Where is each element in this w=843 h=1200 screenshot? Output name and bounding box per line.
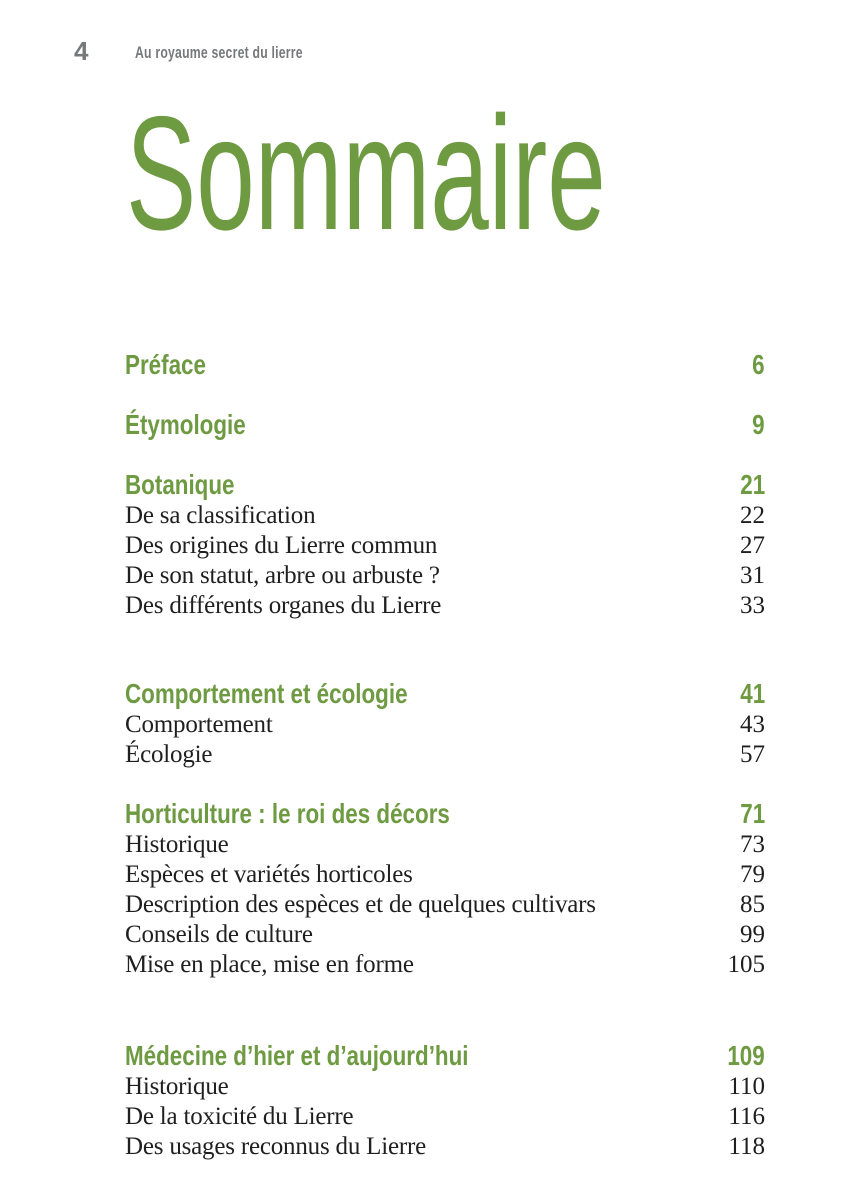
toc-section-heading[interactable] [125,1040,765,1072]
toc-entry[interactable] [125,1102,765,1132]
toc-section-title: Botanique [125,469,235,500]
toc-entry-page-number: 85 [740,891,765,918]
toc-entry-page-number: 43 [740,711,765,738]
toc-section [125,1040,765,1162]
toc-section-title: Médecine d’hier et d’aujourd’hui [125,1040,469,1071]
toc-entry[interactable] [125,1072,765,1102]
toc-entry[interactable] [125,740,765,770]
toc-entry-page-number: 116 [728,1103,765,1130]
toc-section-heading[interactable] [125,469,765,501]
toc-entry-page-number: 79 [740,861,765,888]
toc-entry[interactable] [125,561,765,591]
toc-entry-title: Des origines du Lierre commun [125,532,438,559]
toc-section-page-number: 9 [752,409,765,440]
toc-entry-page-number: 73 [740,831,765,858]
toc-entry-page-number: 27 [740,532,765,559]
toc-entry-title: Mise en place, mise en forme [125,951,414,978]
toc-entry[interactable] [125,710,765,740]
toc-section-items [125,1072,765,1162]
toc-section-title: Comportement et écologie [125,678,408,709]
toc-entry[interactable] [125,890,765,920]
toc-section-page-number: 109 [727,1040,765,1071]
toc-entry-title: Comportement [125,711,273,738]
toc-section-items [125,830,765,980]
toc-entry-title: De sa classification [125,502,316,529]
toc-section-page-number: 71 [740,798,765,829]
toc-entry[interactable] [125,950,765,980]
toc-entry-page-number: 33 [740,592,765,619]
toc-entry[interactable] [125,591,765,621]
toc-section-heading[interactable] [125,798,765,830]
table-of-contents [125,349,765,1162]
toc-entry[interactable] [125,531,765,561]
toc-entry-page-number: 99 [740,921,765,948]
toc-entry-title: Description des espèces et de quelques cultivars [125,891,596,918]
toc-section-title: Préface [125,349,206,380]
toc-section [125,349,765,381]
toc-section-items [125,501,765,621]
toc-section-title: Étymologie [125,409,246,440]
toc-entry-page-number: 57 [740,741,765,768]
toc-section [125,409,765,441]
toc-entry-page-number: 31 [740,562,765,589]
toc-section-heading[interactable] [125,678,765,710]
toc-section-title: Horticulture : le roi des décors [125,798,450,829]
running-title: Au royaume secret du lierre [135,43,303,62]
toc-entry[interactable] [125,1132,765,1162]
toc-section-items [125,710,765,770]
toc-entry-title: Historique [125,1073,229,1100]
page-title: Sommaire [126,83,606,264]
toc-section-page-number: 21 [740,469,765,500]
toc-entry-title: Historique [125,831,229,858]
running-header [0,0,843,80]
toc-entry-title: Des différents organes du Lierre [125,592,442,619]
toc-section-heading[interactable] [125,349,765,381]
toc-entry[interactable] [125,830,765,860]
toc-entry-title: Écologie [125,741,213,768]
toc-section-page-number: 6 [752,349,765,380]
toc-entry-page-number: 118 [728,1133,765,1160]
page-number: 4 [74,36,89,66]
toc-entry[interactable] [125,920,765,950]
toc-section [125,469,765,621]
toc-entry[interactable] [125,501,765,531]
toc-section [125,798,765,980]
toc-section-page-number: 41 [740,678,765,709]
toc-section [125,678,765,770]
toc-entry-title: De son statut, arbre ou arbuste ? [125,562,440,589]
toc-entry-page-number: 110 [728,1073,765,1100]
toc-entry[interactable] [125,860,765,890]
toc-entry-title: Des usages reconnus du Lierre [125,1133,427,1160]
toc-entry-page-number: 22 [740,502,765,529]
toc-entry-page-number: 105 [727,951,765,978]
toc-entry-title: De la toxicité du Lierre [125,1103,354,1130]
toc-entry-title: Espèces et variétés horticoles [125,861,413,888]
toc-section-heading[interactable] [125,409,765,441]
toc-entry-title: Conseils de culture [125,921,313,948]
